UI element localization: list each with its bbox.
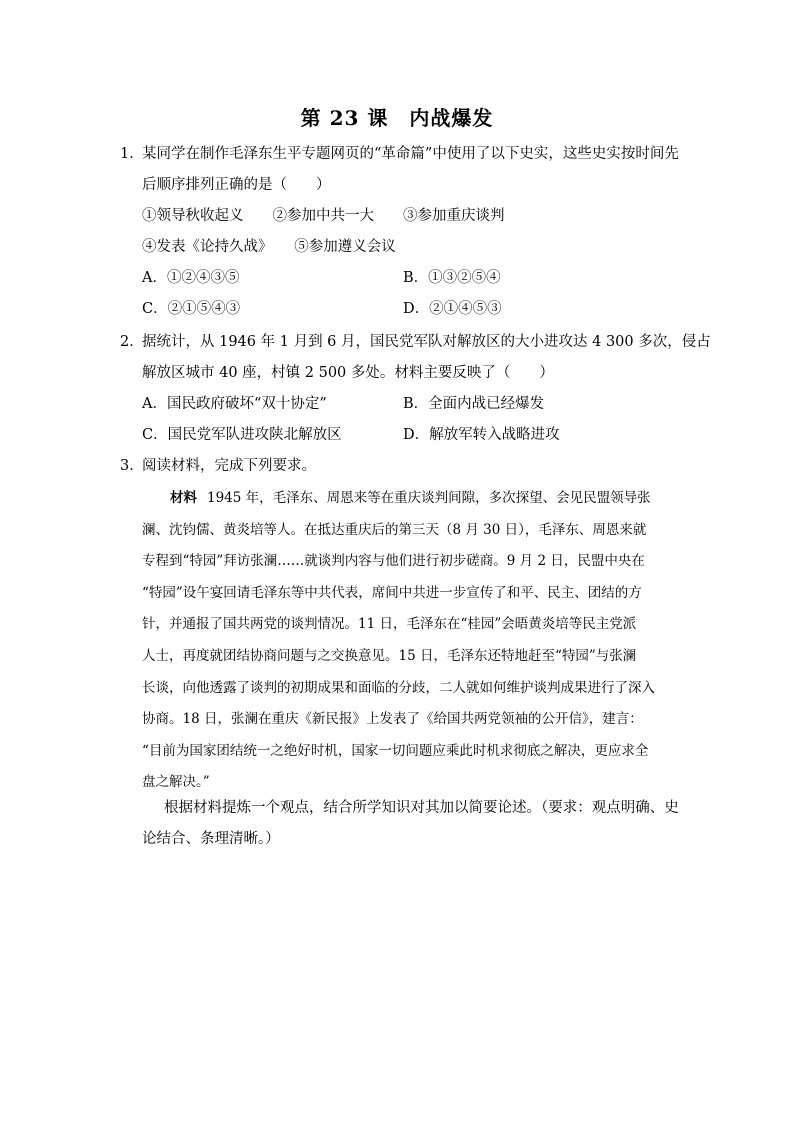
q1-option-a[interactable]: A．①②④③⑤ — [142, 270, 240, 286]
material-line: 专程到“特园”拜访张澜……就谈判内容与他们进行初步磋商。9 月 2 日，民盟中央在 — [142, 553, 645, 570]
q1-option-b[interactable]: B．①③②⑤④ — [403, 270, 501, 286]
q3-material — [142, 483, 677, 799]
material-line: 澜、沈钧儒、黄炎培等人。在抵达重庆后的第三天（8 月 30 日），毛泽东、周恩来就 — [142, 521, 647, 538]
q1-number: 1． — [120, 146, 144, 162]
q2-option-d[interactable]: D．解放军转入战略进攻 — [403, 427, 560, 443]
page-title: 第 23 课 内战爆发 — [300, 106, 494, 130]
q1-stem-line1: 1．某同学在制作毛泽东生平专题网页的“革命篇”中使用了以下史实，这些史实按时间先 — [120, 143, 680, 165]
material-line: “目前为国家团结统一之绝好时机，国家一切问题应乘此时机求彻底之解决，更应求全 — [142, 742, 649, 759]
material-line: 协商。18 日，张澜在重庆《新民报》上发表了《给国共两党领袖的公开信》，建言： — [142, 711, 643, 728]
q1-items-line1: ①领导秋收起义 ②参加中共一大 ③参加重庆谈判 — [142, 208, 505, 224]
q1-option-d[interactable]: D．②①④⑤③ — [403, 301, 502, 317]
q3-number: 3． — [120, 458, 144, 474]
q2-option-b[interactable]: B．全面内战已经爆发 — [403, 396, 545, 412]
q1-items-line2: ④发表《论持久战》 ⑤参加遵义会议 — [142, 239, 396, 255]
q2-number: 2． — [120, 334, 144, 350]
q2-stem-line2: 解放区城市 40 座，村镇 2 500 多处。材料主要反映了（ ） — [142, 365, 554, 381]
material-line: 针，并通报了国共两党的谈判情况。11 日，毛泽东在“桂园”会晤黄炎培等民主党派 — [142, 616, 637, 633]
material-line: 长谈，向他透露了谈判的初期成果和面临的分歧，二人就如何维护谈判成果进行了深入 — [142, 679, 655, 696]
q2-option-a[interactable]: A．国民政府破坏“双十协定” — [142, 396, 327, 412]
material-line: 人士，再度就团结协商问题与之交换意见。15 日，毛泽东还特地赶至“特园”与张澜 — [142, 647, 637, 664]
material-line: 盘之解决。” — [142, 774, 210, 791]
material-line: 材料 1945 年，毛泽东、周恩来等在重庆谈判间隙，多次探望、会见民盟领导张 — [170, 490, 651, 506]
q2-option-c[interactable]: C．国民党军队进攻陕北解放区 — [142, 427, 342, 443]
q1-stem-line2: 后顺序排列正确的是（ ） — [142, 177, 331, 193]
q3-task-line2: 论结合、条理清晰。） — [142, 831, 280, 847]
q3-task-line1: 根据材料提炼一个观点，结合所学知识对其加以简要论述。（要求：观点明确、史 — [164, 800, 679, 816]
material-line: “特园”设午宴回请毛泽东等中共代表，席间中共进一步宣传了和平、民主、团结的方 — [142, 584, 642, 601]
q3-stem: 3．阅读材料，完成下列要求。 — [120, 455, 680, 477]
q1-option-c[interactable]: C．②①⑤④③ — [142, 301, 241, 317]
q2-stem-line1: 2．据统计，从 1946 年 1 月到 6 月，国民党军队对解放区的大小进攻达 4 300 多次，侵占 — [120, 331, 680, 353]
material-label: 材料 — [170, 490, 197, 506]
